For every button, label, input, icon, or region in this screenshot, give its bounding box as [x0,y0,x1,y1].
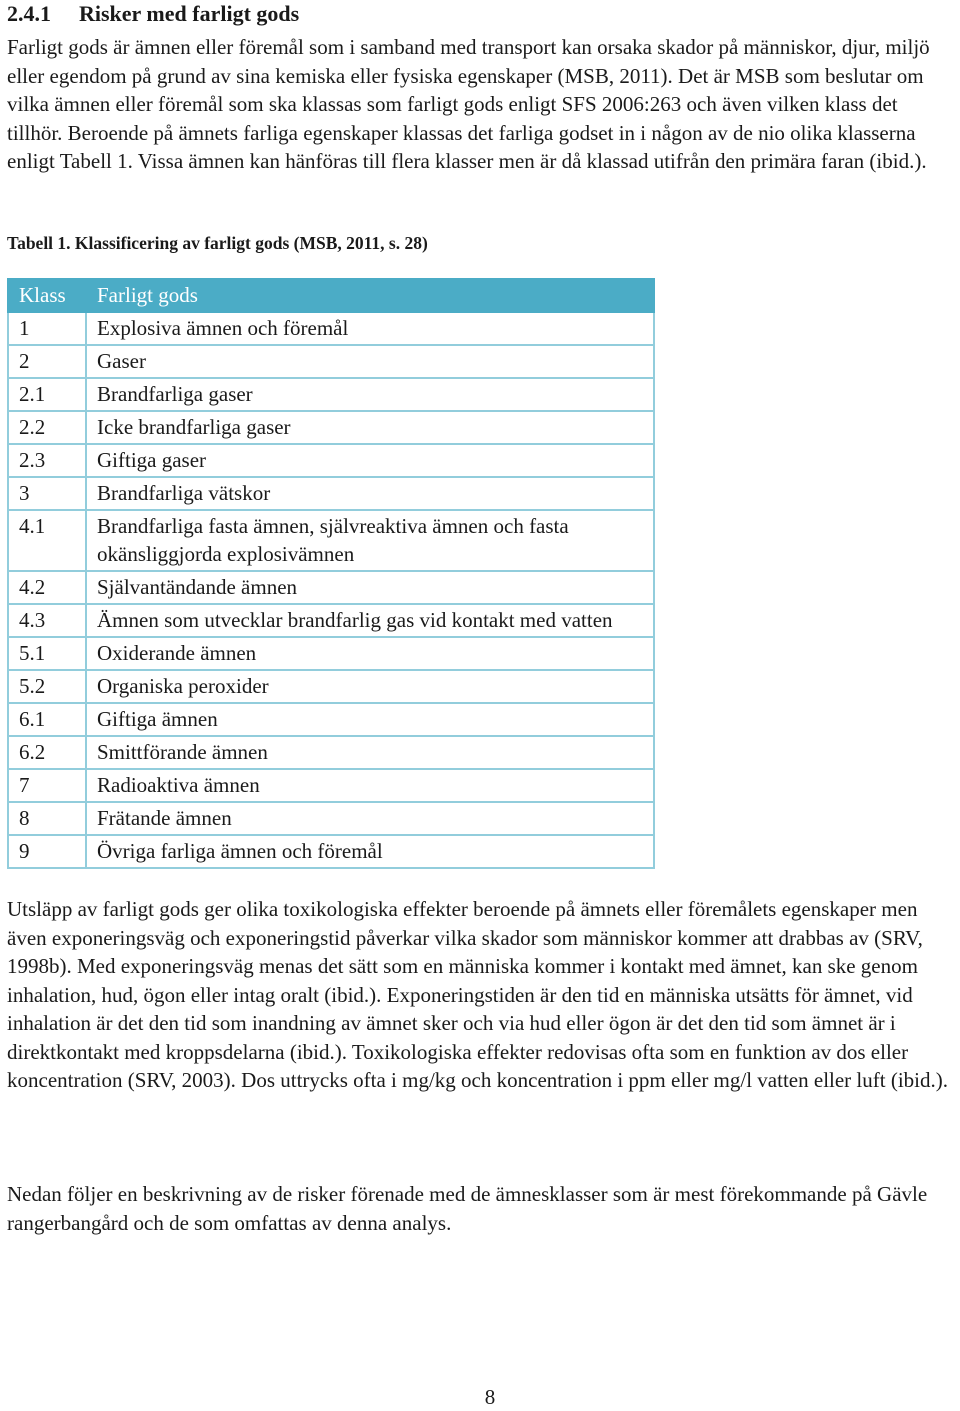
gods-cell: Brandfarliga vätskor [86,477,654,510]
gods-cell: Radioaktiva ämnen [86,769,654,802]
table-row [8,802,654,835]
header-klass: Klass [8,279,86,312]
gods-cell: Giftiga gaser [86,444,654,477]
intro-paragraph: Farligt gods är ämnen eller föremål som i samband med transport kan orsaka skador på människor, djur, miljö eller egendom på grund av sina kemiska eller fysiska egenskaper (MSB, 2011). Det är MSB som beslutar om vilka ämnen eller föremål som ska klassas som farligt gods enligt SFS 2006:263 och även vilken klass det tillhör. Beroende på ämnets farliga egenskaper klassas det farliga godset in i någon av de nio olika klasserna enligt Tabell 1. Vissa ämnen kan hänföras till flera klasser men är då klassad utifrån den primära faran (ibid.). [7,35,930,173]
section-number: 2.4.1 [7,1,51,26]
table-row [8,835,654,868]
gods-cell: Frätande ämnen [86,802,654,835]
gods-cell: Explosiva ämnen och föremål [86,312,654,345]
table-row [8,604,654,637]
gods-cell: Oxiderande ämnen [86,637,654,670]
klass-cell: 5.1 [8,637,86,670]
table-row [8,703,654,736]
klass-cell: 6.2 [8,736,86,769]
header-farligt-gods: Farligt gods [86,279,654,312]
gods-cell: Icke brandfarliga gaser [86,411,654,444]
table-header-row [8,279,654,312]
gods-cell: Brandfarliga gaser [86,378,654,411]
table-row [8,411,654,444]
klass-cell: 3 [8,477,86,510]
table-row [8,444,654,477]
utslapp-paragraph: Utsläpp av farligt gods ger olika toxikologiska effekter beroende på ämnets eller föremålets egenskaper men även exponeringsväg och exponeringstid påverkar vilka skador som människor kommer att drabbas av (SRV, 1998b). Med exponeringsväg menas det sätt som en människa kommer i kontakt med ämnet, kan ske genom inhalation, hud, ögon eller intag oralt (ibid.). Exponeringstiden är den tid en människa utsätts för ämnet, vid inhalation är det den tid som inandning av ämnet sker och via hud eller ögon är det den tid som ämnet är i direktkontakt med kroppsdelarna (ibid.). Toxikologiska effekter redovisas ofta som en funktion av dos eller koncentration (SRV, 2003). Dos uttrycks ofta i mg/kg och koncentration i ppm eller mg/l vatten eller luft (ibid.). [7,897,948,1092]
klass-cell: 2.2 [8,411,86,444]
section-title: Risker med farligt gods [79,1,300,26]
klass-cell: 4.2 [8,571,86,604]
section-heading [7,0,299,28]
classification-table [7,278,655,869]
table-row [8,345,654,378]
gods-cell: Övriga farliga ämnen och föremål [86,835,654,868]
table-row [8,670,654,703]
gods-cell: Brandfarliga fasta ämnen, självreaktiva ämnen och fasta okänsliggjorda explosivämnen [86,510,654,571]
table-row [8,571,654,604]
klass-cell: 2.3 [8,444,86,477]
table-row [8,312,654,345]
klass-cell: 4.1 [8,510,86,571]
klass-cell: 5.2 [8,670,86,703]
gods-cell: Organiska peroxider [86,670,654,703]
table-row [8,477,654,510]
klass-cell: 2.1 [8,378,86,411]
klass-cell: 4.3 [8,604,86,637]
table-row [8,378,654,411]
klass-cell: 7 [8,769,86,802]
nedan-paragraph: Nedan följer en beskrivning av de risker förenade med de ämnesklasser som är mest förekommande på Gävle rangerbangård och de som omfattas av denna analys. [7,1182,928,1235]
table-row [8,510,654,571]
gods-cell: Giftiga ämnen [86,703,654,736]
page-number: 8 [484,1385,496,1409]
klass-cell: 6.1 [8,703,86,736]
gods-cell: Smittförande ämnen [86,736,654,769]
klass-cell: 1 [8,312,86,345]
gods-cell: Gaser [86,345,654,378]
klass-cell: 2 [8,345,86,378]
klass-cell: 9 [8,835,86,868]
klass-cell: 8 [8,802,86,835]
gods-cell: Ämnen som utvecklar brandfarlig gas vid kontakt med vatten [86,604,654,637]
table-row [8,769,654,802]
table-row [8,637,654,670]
table-caption: Tabell 1. Klassificering av farligt gods (MSB, 2011, s. 28) [7,233,428,253]
table-row [8,736,654,769]
gods-cell: Självantändande ämnen [86,571,654,604]
